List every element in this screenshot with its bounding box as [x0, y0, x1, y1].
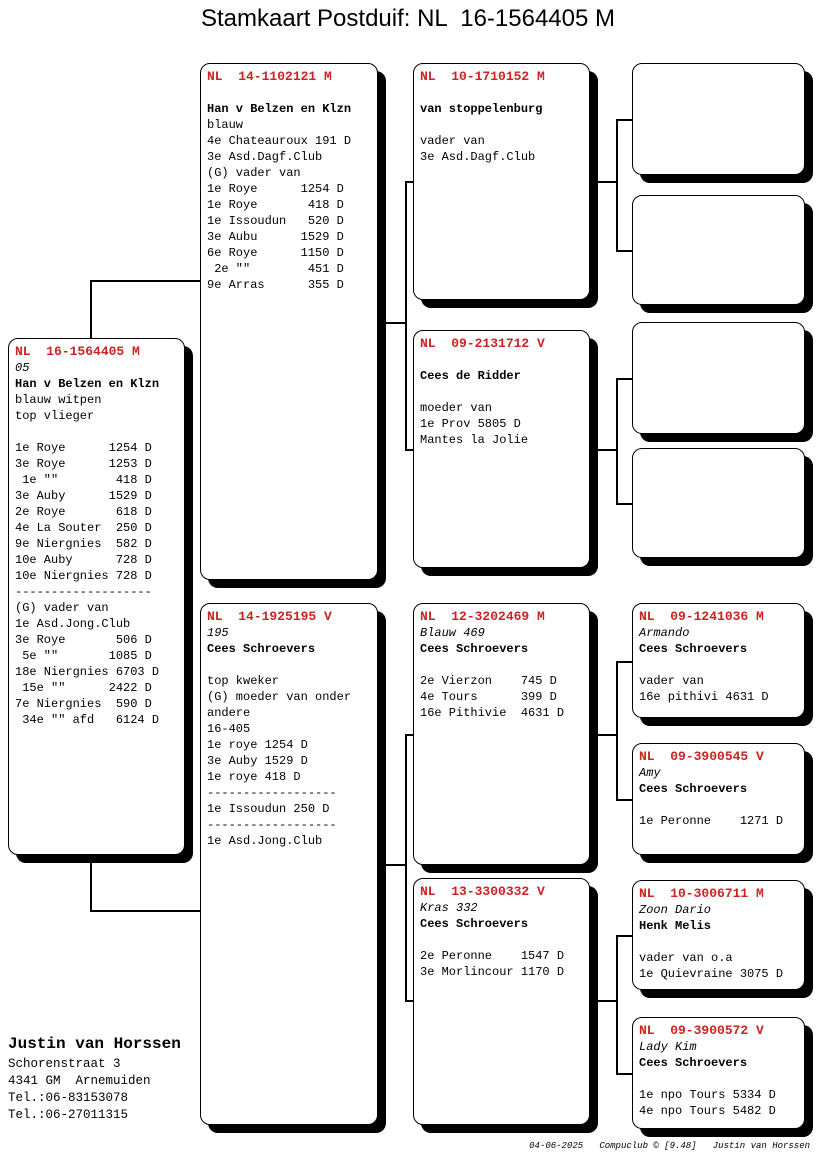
box-line: vader van — [420, 134, 485, 148]
connector-line — [405, 449, 413, 451]
box-line: 1e Peronne 1271 D — [639, 814, 784, 828]
box-line: 1e Prov 5805 D — [420, 417, 521, 431]
connector-line — [90, 910, 200, 912]
box-line — [420, 117, 583, 133]
pedigree-box-subject — [8, 338, 185, 855]
box-line: 9e Niergnies 582 D — [15, 537, 152, 551]
box-line: moeder van — [420, 401, 493, 415]
box-line: Cees Schroevers — [420, 917, 529, 931]
connector-line — [616, 799, 632, 801]
box-line — [639, 657, 798, 673]
box-line: 15e "" 2422 D — [15, 681, 152, 695]
box-line — [420, 352, 583, 368]
box-line: Han v Belzen en Klzn — [15, 377, 160, 391]
connector-line — [616, 250, 632, 252]
box-line: Kras 332 — [420, 901, 478, 915]
box-line: 18e Niergnies 6703 D — [15, 665, 160, 679]
box-line: 10e Auby 728 D — [15, 553, 152, 567]
connector-line — [405, 1000, 413, 1002]
box-line: vader van — [639, 674, 704, 688]
box-line: 3e Roye 1253 D — [15, 457, 152, 471]
connector-line — [616, 378, 618, 503]
connector-line — [590, 181, 616, 183]
pedigree-box-grandfather-maternal — [413, 603, 590, 865]
box-text — [420, 900, 583, 980]
box-line: 1e roye 418 D — [207, 770, 301, 784]
connector-line — [616, 1073, 632, 1075]
connector-line — [616, 661, 618, 799]
box-line: 1e Issoudun 250 D — [207, 802, 330, 816]
box-line: Cees Schroevers — [639, 782, 748, 796]
box-line — [420, 384, 583, 400]
pedigree-box-grandmother-paternal — [413, 330, 590, 568]
page-title: Stamkaart Postduif: NL 16-1564405 M — [201, 5, 615, 32]
box-line: 10e Niergnies 728 D — [15, 569, 152, 583]
box-line: Cees Schroevers — [639, 1056, 748, 1070]
box-line: 3e Asd.Dagf.Club — [420, 150, 536, 164]
pedigree-box-great-grandmother-mf — [632, 743, 805, 855]
connector-line — [590, 734, 616, 736]
owner-phone-2: Tel.:06-27011315 — [8, 1108, 129, 1122]
box-line: 6e Roye 1150 D — [207, 246, 344, 260]
box-line: Blauw 469 — [420, 626, 485, 640]
box-text — [639, 902, 798, 982]
box-line: 2e "" 451 D — [207, 262, 344, 276]
ring-number: NL 09-2131712 V — [420, 336, 545, 351]
box-line: 2e Peronne 1547 D — [420, 949, 565, 963]
box-line: Cees de Ridder — [420, 369, 521, 383]
box-line: 195 — [207, 626, 229, 640]
box-text — [639, 625, 798, 705]
printed-by: Justin van Horssen — [712, 1141, 810, 1151]
box-line: 3e Aubu 1529 D — [207, 230, 344, 244]
box-text — [639, 765, 798, 829]
box-line — [639, 1071, 798, 1087]
box-line: 4e Chateauroux 191 D — [207, 134, 352, 148]
box-line: Cees Schroevers — [207, 642, 316, 656]
box-line: 1e Asd.Jong.Club — [207, 834, 323, 848]
connector-line — [405, 181, 407, 449]
ring-number: NL 09-1241036 M — [639, 609, 764, 624]
box-line: (G) moeder van onder — [207, 690, 352, 704]
print-date: 04-06-2025 — [529, 1141, 584, 1151]
connector-line — [616, 935, 632, 937]
box-line: Cees Schroevers — [639, 642, 748, 656]
ring-number: NL 10-1710152 M — [420, 69, 545, 84]
box-line: top kweker — [207, 674, 280, 688]
box-line: 3e Roye 506 D — [15, 633, 152, 647]
connector-line — [616, 661, 632, 663]
ring-number: NL 09-3900572 V — [639, 1023, 764, 1038]
connector-line — [405, 734, 407, 1001]
box-text — [639, 1039, 798, 1119]
box-line: 4e npo Tours 5482 D — [639, 1104, 776, 1118]
box-line: 16e Pithivie 4631 D — [420, 706, 565, 720]
box-line — [639, 934, 798, 950]
box-line: 3e Auby 1529 D — [15, 489, 152, 503]
box-line: (G) vader van — [207, 166, 301, 180]
box-line: ------------------- — [15, 585, 152, 599]
box-line — [207, 85, 371, 101]
box-line: 4e La Souter 250 D — [15, 521, 152, 535]
box-text — [207, 85, 371, 293]
print-footer — [529, 1141, 810, 1151]
box-line: 1e "" 418 D — [15, 473, 152, 487]
ring-number: NL 13-3300332 V — [420, 884, 545, 899]
box-line: 3e Auby 1529 D — [207, 754, 308, 768]
owner-address-line-2: 4341 GM Arnemuiden — [8, 1074, 151, 1088]
box-line: Amy — [639, 766, 661, 780]
box-line: 3e Morlincour 1170 D — [420, 965, 565, 979]
pedigree-box-empty-2 — [632, 195, 805, 305]
connector-line — [616, 378, 632, 380]
connector-line — [590, 449, 616, 451]
box-line — [15, 424, 178, 440]
owner-name: Justin van Horssen — [8, 1035, 181, 1053]
connector-line — [616, 119, 618, 250]
pedigree-box-great-grandmother-mm — [632, 1017, 805, 1129]
connector-line — [616, 935, 618, 1073]
box-text — [420, 85, 583, 165]
box-line: (G) vader van — [15, 601, 109, 615]
box-line: Mantes la Jolie — [420, 433, 529, 447]
owner-block — [8, 1032, 181, 1124]
pedigree-box-great-grandfather-mm — [632, 880, 805, 990]
box-line — [420, 932, 583, 948]
box-line: andere — [207, 706, 251, 720]
box-line: 2e Roye 618 D — [15, 505, 152, 519]
box-line: Zoon Dario — [639, 903, 712, 917]
box-line: 1e Issoudun 520 D — [207, 214, 344, 228]
pedigree-box-empty-1 — [632, 63, 805, 175]
box-line: Cees Schroevers — [420, 642, 529, 656]
box-line: ------------------ — [207, 818, 337, 832]
connector-line — [405, 181, 413, 183]
software-credit: Compuclub © [9.48] — [599, 1141, 697, 1151]
connector-line — [590, 1000, 616, 1002]
box-text — [15, 360, 178, 728]
box-line: vader van o.a — [639, 951, 733, 965]
box-line: 9e Arras 355 D — [207, 278, 344, 292]
box-text — [207, 625, 371, 849]
pedigree-box-empty-3 — [632, 322, 805, 434]
box-text — [420, 625, 583, 721]
ring-number: NL 10-3006711 M — [639, 886, 764, 901]
connector-line — [90, 280, 200, 282]
connector-line — [90, 855, 92, 911]
ring-number: NL 16-1564405 M — [15, 344, 140, 359]
pedigree-box-empty-4 — [632, 448, 805, 558]
box-line: 1e npo Tours 5334 D — [639, 1088, 776, 1102]
box-line: 5e "" 1085 D — [15, 649, 152, 663]
owner-phone-1: Tel.:06-83153078 — [8, 1091, 129, 1105]
box-line: top vlieger — [15, 409, 95, 423]
box-line: 4e Tours 399 D — [420, 690, 557, 704]
box-line: 7e Niergnies 590 D — [15, 697, 152, 711]
ring-number: NL 12-3202469 M — [420, 609, 545, 624]
ring-number: NL 14-1102121 M — [207, 69, 332, 84]
box-line: 2e Vierzon 745 D — [420, 674, 557, 688]
box-line — [639, 797, 798, 813]
connector-line — [378, 864, 405, 866]
box-line: 1e Asd.Jong.Club — [15, 617, 131, 631]
box-line: van stoppelenburg — [420, 102, 543, 116]
box-line: 16e pithivi 4631 D — [639, 690, 769, 704]
box-line: 3e Asd.Dagf.Club — [207, 150, 323, 164]
box-line — [420, 85, 583, 101]
connector-line — [405, 734, 413, 736]
box-line — [420, 657, 583, 673]
box-line: Henk Melis — [639, 919, 712, 933]
box-line: 1e Quievraine 3075 D — [639, 967, 784, 981]
box-line: blauw witpen — [15, 393, 102, 407]
box-line: 34e "" afd 6124 D — [15, 713, 160, 727]
ring-number: NL 14-1925195 V — [207, 609, 332, 624]
pedigree-box-grandmother-maternal — [413, 878, 590, 1125]
connector-line — [378, 322, 405, 324]
pedigree-box-grandfather-paternal — [413, 63, 590, 300]
connector-line — [616, 503, 632, 505]
box-line: Armando — [639, 626, 690, 640]
box-text — [420, 352, 583, 448]
box-line: 16-405 — [207, 722, 251, 736]
box-line: 05 — [15, 361, 30, 375]
box-line: 1e Roye 1254 D — [15, 441, 152, 455]
box-line: Lady Kim — [639, 1040, 697, 1054]
box-line: Han v Belzen en Klzn — [207, 102, 352, 116]
box-line: 1e roye 1254 D — [207, 738, 308, 752]
box-line: 1e Roye 1254 D — [207, 182, 344, 196]
box-line: ------------------ — [207, 786, 337, 800]
pedigree-box-great-grandfather-mf — [632, 603, 805, 718]
pedigree-box-mother — [200, 603, 378, 1125]
box-line: 1e Roye 418 D — [207, 198, 344, 212]
box-line — [207, 657, 371, 673]
box-line: blauw — [207, 118, 244, 132]
pedigree-box-father — [200, 63, 378, 580]
owner-address-line-1: Schorenstraat 3 — [8, 1057, 121, 1071]
connector-line — [90, 280, 92, 338]
connector-line — [616, 119, 632, 121]
ring-number: NL 09-3900545 V — [639, 749, 764, 764]
